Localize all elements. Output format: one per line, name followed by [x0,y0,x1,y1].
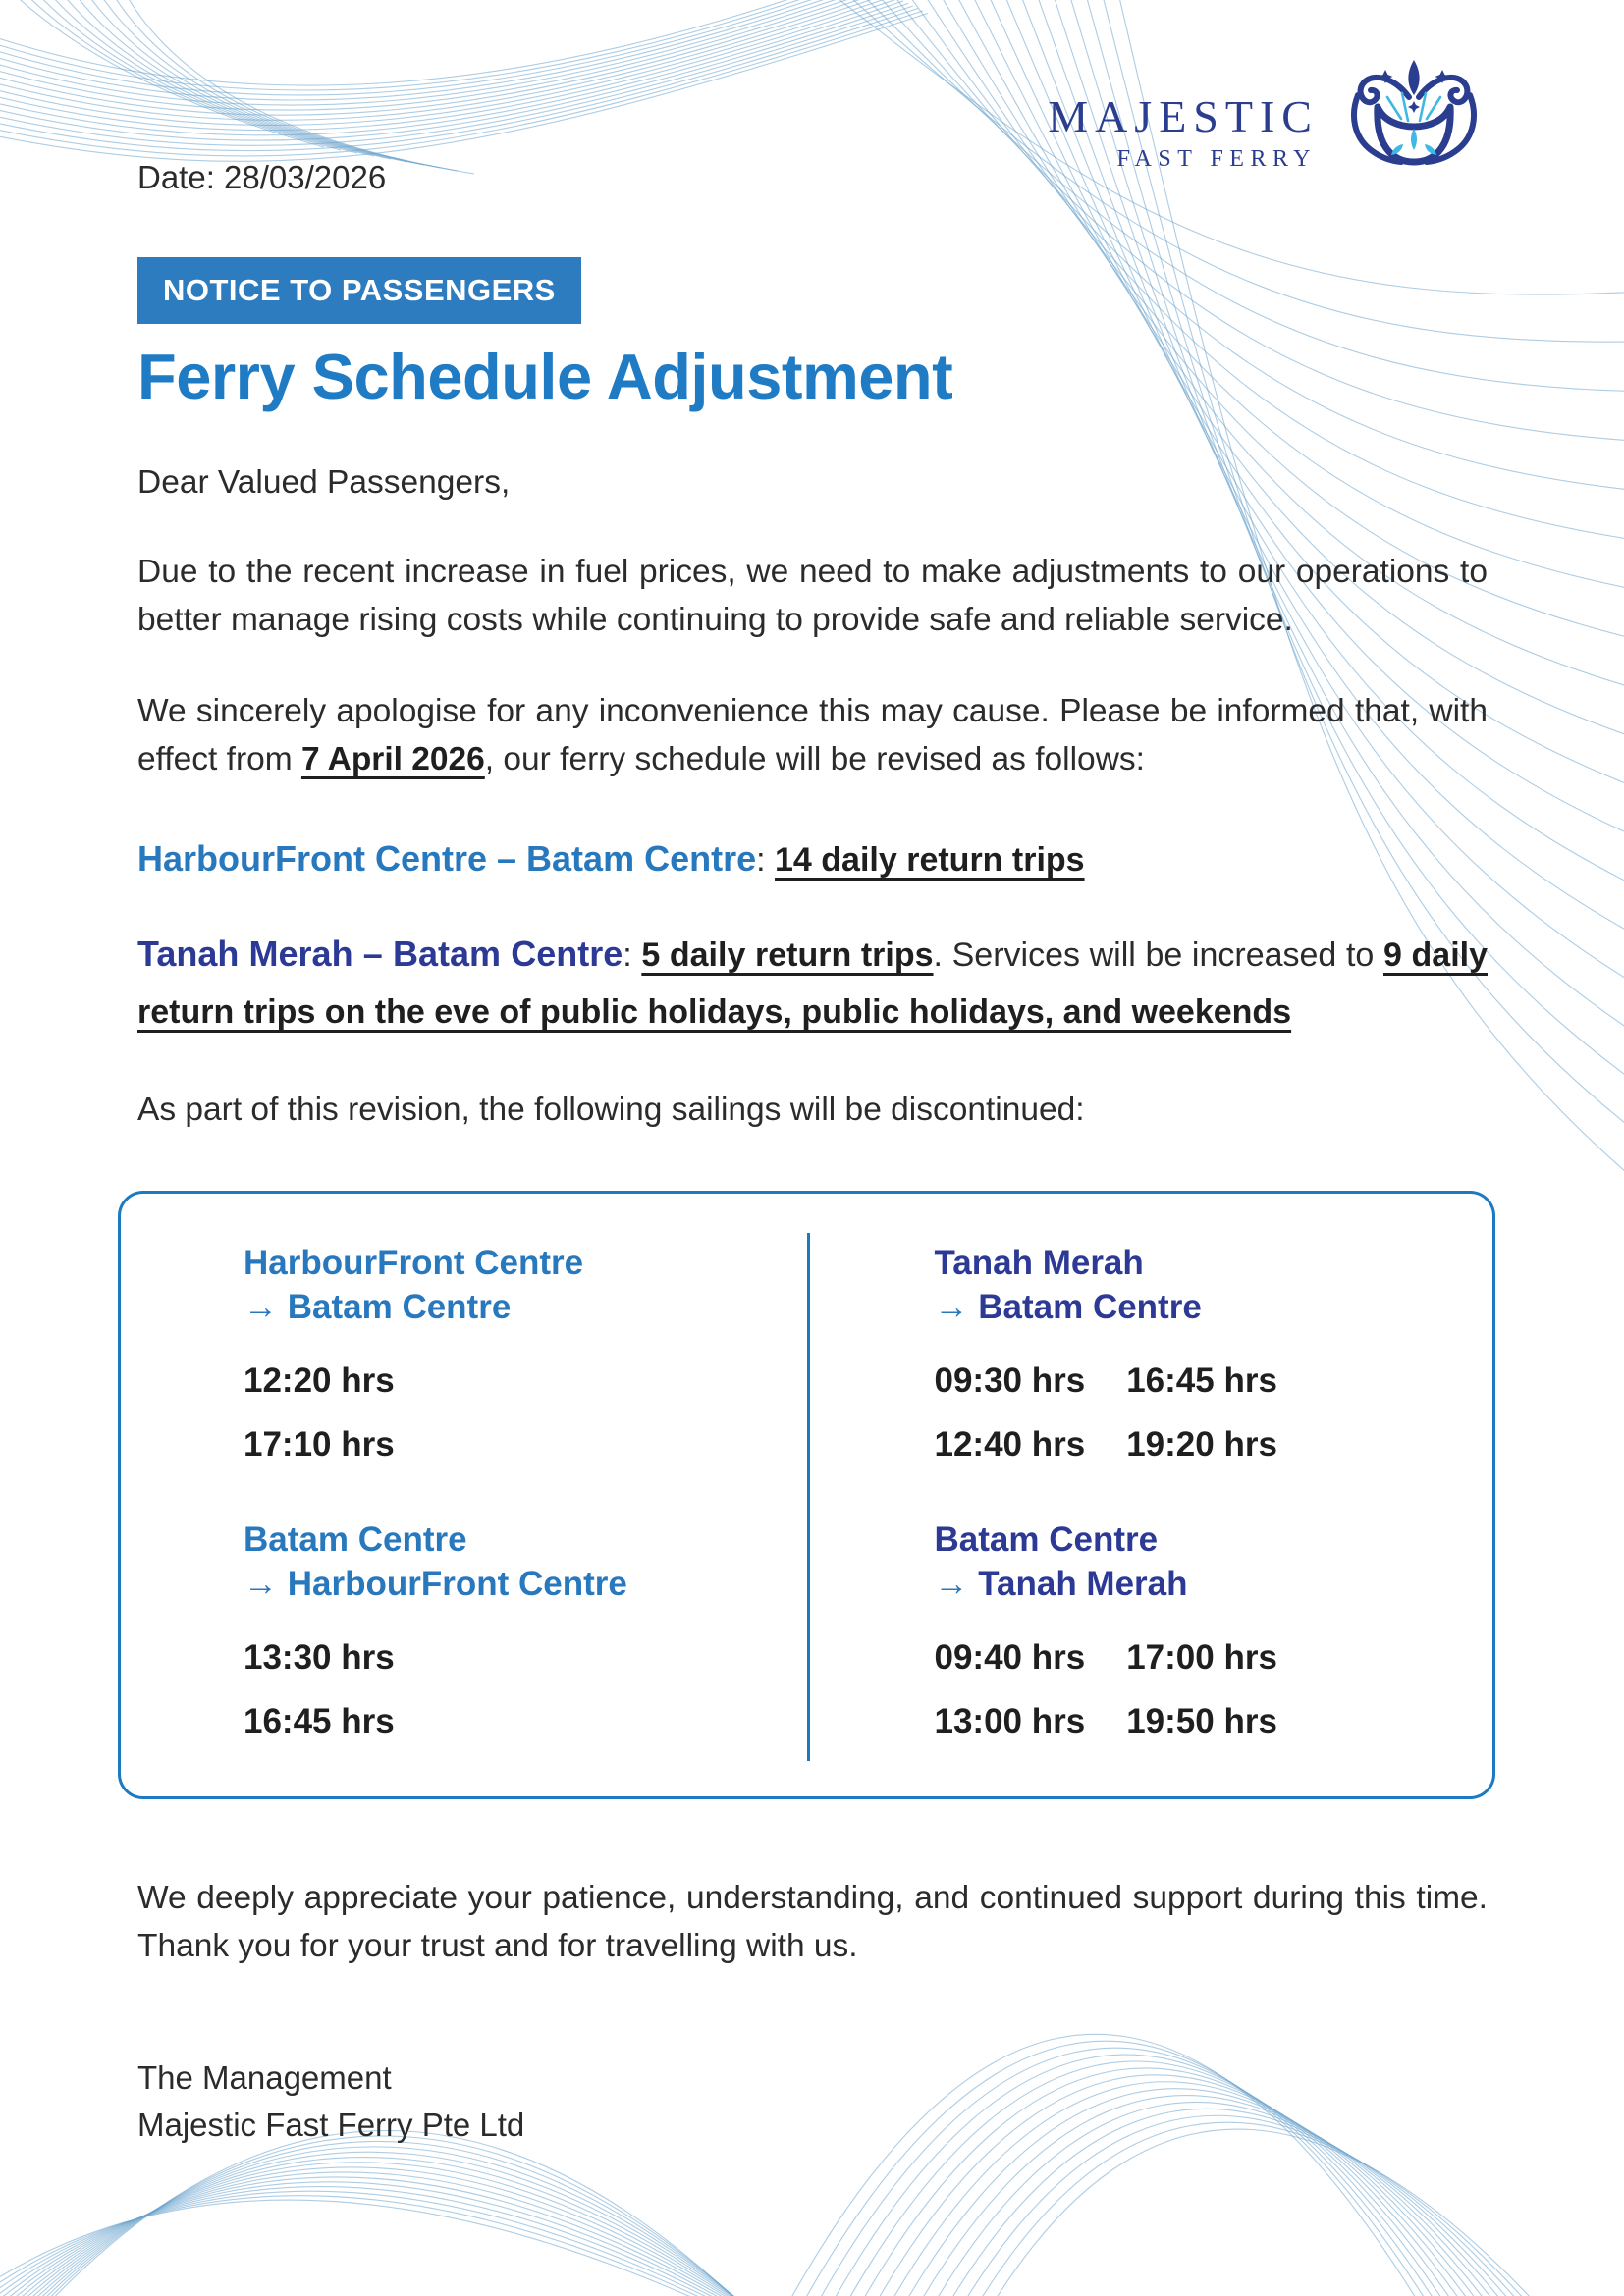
sailing-time: 16:45 hrs [1126,1362,1277,1400]
schedule-section [244,1241,807,1476]
sailing-time: 12:40 hrs [934,1425,1086,1464]
schedule-divider [807,1233,810,1761]
route-destination: HarbourFront Centre [287,1565,627,1603]
sailing-time: 17:00 hrs [1126,1638,1277,1677]
header [137,0,1488,196]
route-arrow-icon: → [934,1565,969,1603]
effective-date-prefix: We sincerely apologise for any inconvenience this may cause. Please be informed that, with effect from [137,693,1488,777]
sailing-time: 09:40 hrs [934,1638,1086,1677]
route-increase-text: . Services will be increased to [933,936,1383,974]
signature-company: Majestic Fast Ferry Pte Ltd [137,2107,525,2143]
route-heading [935,1241,1493,1329]
sailing-time: 13:00 hrs [934,1702,1086,1740]
effective-date-suffix: , our ferry schedule will be revised as follows: [484,741,1145,777]
route-colon: : [756,841,776,879]
route-heading [244,1241,807,1329]
logo-wordmark [1048,91,1319,173]
route-destination: Batam Centre [978,1288,1202,1326]
route-name: Tanah Merah – Batam Centre [137,934,623,974]
schedule-section [935,1241,1493,1476]
salutation: Dear Valued Passengers, [137,464,511,501]
route-heading [935,1518,1493,1606]
route-summary-harbourfront [137,830,1488,888]
discontinued-intro: As part of this revision, the following sailings will be discontinued: [137,1092,1085,1128]
route-arrow-icon: → [244,1288,278,1326]
sailing-time: 16:45 hrs [244,1702,395,1740]
signature-management: The Management [137,2059,392,2096]
company-logo [1048,57,1488,187]
sailing-time: 19:50 hrs [1126,1702,1277,1740]
discontinued-sailings-box [118,1191,1495,1799]
sailing-times [935,1626,1493,1753]
route-origin: HarbourFront Centre [244,1244,584,1282]
route-colon: : [623,936,642,974]
effective-date-paragraph [137,687,1488,783]
sailing-time: 12:20 hrs [244,1362,395,1400]
route-origin: Tanah Merah [934,1244,1144,1282]
closing-paragraph: We deeply appreciate your patience, understanding, and continued support during this time. Thank you for your trust and for travelling with us. [137,1880,1488,1964]
route-arrow-icon: → [244,1565,278,1603]
date-label: Date: 28/03/2026 [137,159,387,195]
intro-paragraph: Due to the recent increase in fuel prices, we need to make adjustments to our operations to better manage rising costs while continuing to provide safe and reliable service. [137,554,1488,638]
notice-badge: NOTICE TO PASSENGERS [137,257,581,324]
route-increased-trips: 9 daily return trips on the eve of public holidays, public holidays, and weekends [137,936,1488,1031]
route-summary-tanahmerah [137,926,1488,1041]
route-origin: Batam Centre [934,1521,1159,1559]
crown-icon [1340,57,1488,187]
route-destination: Batam Centre [287,1288,512,1326]
sailing-time: 19:20 hrs [1126,1425,1277,1464]
route-origin: Batam Centre [244,1521,467,1559]
route-trips: 14 daily return trips [775,841,1085,879]
route-heading [244,1518,807,1606]
schedule-right-column [807,1241,1493,1753]
route-trips: 5 daily return trips [641,936,934,974]
signature-block [137,2055,1488,2149]
sailing-time: 09:30 hrs [934,1362,1086,1400]
schedule-section [244,1518,807,1753]
page-title: Ferry Schedule Adjustment [137,341,953,412]
route-arrow-icon: → [934,1288,969,1326]
logo-tagline: FAST FERRY [1116,146,1317,172]
sailing-times [244,1626,807,1753]
sailing-time: 13:30 hrs [244,1638,395,1677]
schedule-section [935,1518,1493,1753]
schedule-left-column [121,1241,807,1753]
logo-name: MAJESTIC [1048,91,1319,141]
sailing-times [244,1349,807,1476]
route-name: HarbourFront Centre – Batam Centre [137,838,757,879]
route-destination: Tanah Merah [978,1565,1188,1603]
sailing-time: 17:10 hrs [244,1425,395,1464]
sailing-times [935,1349,1493,1476]
effective-date: 7 April 2026 [300,741,485,777]
